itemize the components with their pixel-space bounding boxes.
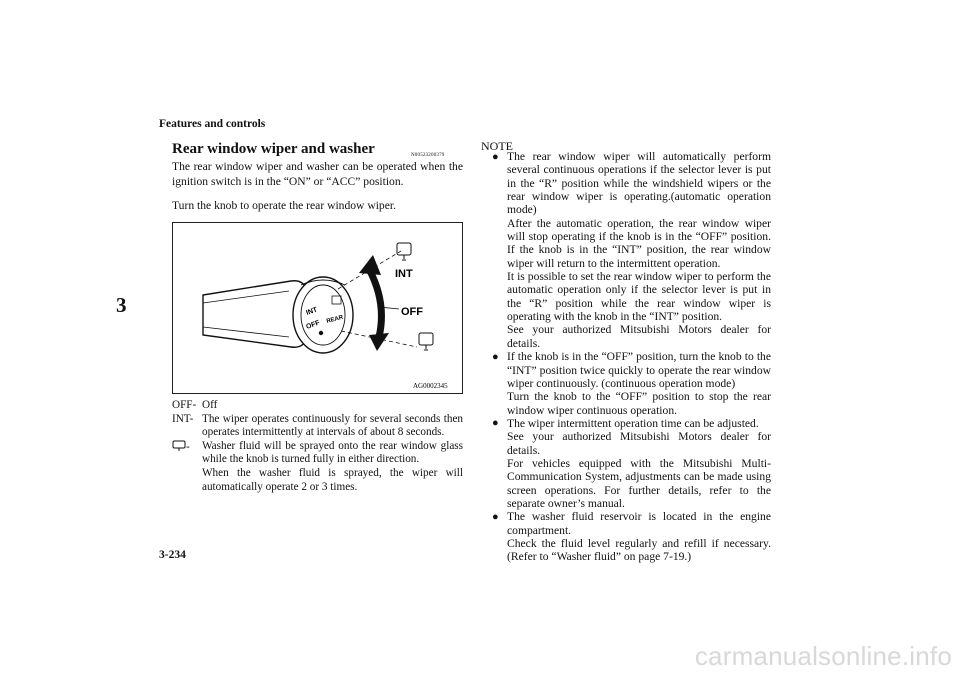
legend-desc: When the washer fluid is sprayed, the wiper will automatically operate 2 or 3 times. [202, 466, 463, 493]
int-position-label: INT [395, 268, 413, 280]
wiper-washer-icon [172, 440, 186, 452]
legend-desc: Washer fluid will be sprayed onto the rear window glass while the knob is turned fully in either direction. [202, 439, 463, 466]
off-position-label: OFF [401, 306, 423, 318]
legend-desc: The wiper operates continuously for several seconds then operates intermittently at intervals of about 8 seconds. [202, 412, 463, 439]
knob-rear-label: REAR [325, 314, 344, 325]
legend-key: OFF- [172, 399, 197, 411]
wiper-lever [203, 281, 307, 348]
page-title: Rear window wiper and washer [172, 141, 375, 157]
instruction-paragraph: Turn the knob to operate the rear window wiper. [172, 199, 396, 212]
note-item: ● The wiper intermittent operation time can be adjusted. See your authorized Mitsubishi Motors dealer for details. For vehicles equipped with the Mitsubishi Multi-Communication System, adjustments can be made using screen operations. For further details, refer to the separate owner’s manual. [492, 416, 771, 510]
note-heading: NOTE [481, 139, 513, 153]
legend-row-washer [172, 440, 463, 494]
rear-wiper-knob [293, 277, 353, 353]
figure-id: AG0002345 [413, 382, 448, 390]
note-item: ● The rear window wiper will automatically perform several continuous operations if the selector lever is put in the “R” position while the windshield wipers or the rear window wiper is operating.(automatic operation mode) After the automatic operation, the rear window wiper will stop operating if the knob is in the “OFF” position. If the knob is in the “INT” position, the rear window wiper will return to the intermittent operation. It is possible to set the rear window wiper to perform the automatic operation only if the selector lever is put in the “R” position while the rear window wiper is operating with the knob in the “INT” position. See your authorized Mitsubishi Motors dealer for details. [492, 150, 771, 350]
bullet-icon: ● [492, 150, 499, 163]
intro-paragraph: The rear window wiper and washer can be operated when the ignition switch is in the “ON” or “ACC” position. [172, 160, 463, 189]
wiper-switch-figure [172, 222, 463, 394]
bullet-icon: ● [492, 417, 499, 430]
note-item: ● If the knob is in the “OFF” position, turn the knob to the “INT” position twice quickly to operate the rear window wiper continuously. (continuous operation mode) Turn the knob to the “OFF” position to stop the rear window wiper continuous operation. [492, 350, 771, 417]
wiper-washer-icon [397, 243, 411, 260]
legend-row-off [172, 399, 463, 413]
reference-code: N00523200379 [411, 153, 445, 158]
knob-int-label: INT [305, 306, 319, 317]
note-list [492, 150, 771, 564]
chapter-tab-number: 3 [116, 293, 127, 317]
legend-key-washer: - [172, 440, 202, 494]
legend-row-int [172, 413, 463, 440]
page-number: 3-234 [159, 549, 186, 561]
legend-key: INT- [172, 412, 194, 425]
legend [172, 399, 463, 494]
bullet-icon: ● [492, 350, 499, 363]
legend-desc: Off [202, 399, 218, 411]
knob-off-label: OFF [305, 319, 321, 331]
bullet-icon: ● [492, 510, 499, 523]
wiper-washer-icon [419, 333, 433, 350]
section-header: Features and controls [159, 118, 266, 130]
watermark: carmanualsonline.info [694, 641, 952, 671]
note-item: ● The washer fluid reservoir is located in the engine compartment. Check the fluid level regularly and refill if necessary. (Refer to “Washer fluid” on page 7-19.) [492, 510, 771, 564]
